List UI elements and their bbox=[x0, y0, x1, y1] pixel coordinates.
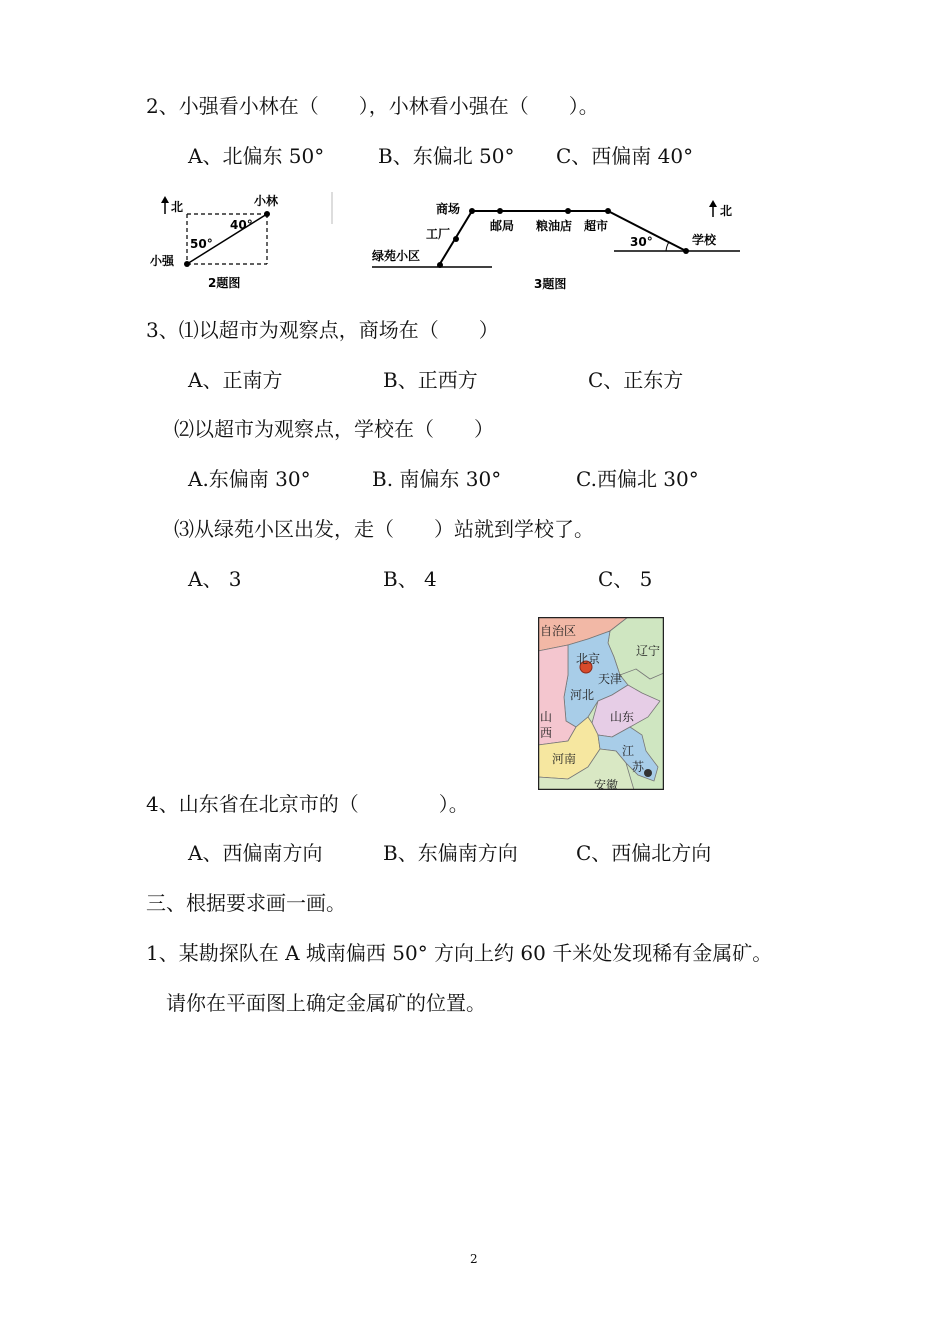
q4-option-c: C、西偏北方向 bbox=[576, 841, 712, 865]
map-label-beijing: 北京 bbox=[576, 652, 601, 666]
map-label-xi: 西 bbox=[540, 726, 553, 740]
q3-2-option-b: B. 南偏东 30° bbox=[372, 467, 502, 491]
q2-option-a: A、北偏东 50° bbox=[188, 144, 325, 168]
point-xiaolin: 小林 bbox=[254, 194, 279, 208]
q3-stem: 3、⑴以超市为观察点，商场在（ ） bbox=[146, 318, 499, 342]
point-xiaoqiang: 小强 bbox=[150, 254, 175, 268]
map-label-hebei: 河北 bbox=[570, 688, 595, 702]
angle-30: 30° bbox=[630, 235, 653, 249]
q3-3-option-c: C、 5 bbox=[598, 567, 653, 591]
north-label: 北 bbox=[171, 200, 184, 214]
q3-1-option-c: C、正东方 bbox=[588, 368, 684, 392]
q3-1-option-b: B、正西方 bbox=[383, 368, 478, 392]
north-label-3: 北 bbox=[720, 204, 733, 218]
q2-option-b: B、东偏北 50° bbox=[378, 144, 515, 168]
figure-2-caption: 2题图 bbox=[208, 276, 241, 290]
q3-3-option-a: A、 3 bbox=[188, 567, 242, 591]
figure-3 bbox=[370, 195, 750, 295]
map-label-zizhiqu: 自治区 bbox=[540, 624, 577, 638]
map-label-su: 苏 bbox=[632, 760, 645, 774]
map-label-shandong: 山东 bbox=[610, 710, 635, 724]
map-label-anhui: 安徽 bbox=[594, 778, 619, 790]
angle-40: 40° bbox=[230, 218, 253, 232]
q4-option-b: B、东偏南方向 bbox=[383, 841, 518, 865]
station-post-office: 邮局 bbox=[490, 219, 515, 233]
map-label-liaoning: 辽宁 bbox=[636, 644, 661, 658]
page-number: 2 bbox=[470, 1252, 478, 1266]
q2-stem: 2、小强看小林在（ ），小林看小强在（ ）。 bbox=[146, 94, 599, 118]
station-lvyuan: 绿苑小区 bbox=[372, 249, 421, 263]
map-label-jiang: 江 bbox=[622, 744, 635, 758]
q4-option-a: A、西偏南方向 bbox=[188, 841, 323, 865]
figure-2 bbox=[150, 188, 340, 292]
station-school: 学校 bbox=[692, 233, 717, 247]
q4-stem: 4、山东省在北京市的（ ）。 bbox=[146, 792, 469, 816]
map-label-tianjin: 天津 bbox=[598, 672, 623, 686]
station-factory: 工厂 bbox=[426, 227, 451, 241]
station-mall: 商场 bbox=[436, 202, 461, 216]
q3-2-option-c: C.西偏北 30° bbox=[576, 467, 699, 491]
q3-sub2: ⑵以超市为观察点，学校在（ ） bbox=[174, 417, 494, 441]
q3-3-option-b: B、 4 bbox=[383, 567, 437, 591]
section-3-q1-line1: 1、某勘探队在 A 城南偏西 50° 方向上约 60 千米处发现稀有金属矿。 bbox=[146, 941, 773, 965]
angle-50: 50° bbox=[190, 237, 213, 251]
map-label-henan: 河南 bbox=[552, 752, 577, 766]
q2-option-c: C、西偏南 40° bbox=[556, 144, 694, 168]
figure-3-caption: 3题图 bbox=[534, 277, 567, 291]
map-label-shan: 山 bbox=[540, 710, 553, 724]
station-supermarket: 超市 bbox=[584, 219, 609, 233]
province-map bbox=[538, 617, 664, 790]
q3-2-option-a: A.东偏南 30° bbox=[188, 467, 311, 491]
q3-sub3: ⑶从绿苑小区出发，走（ ）站就到学校了。 bbox=[174, 517, 594, 541]
section-3-q1-line2: 请你在平面图上确定金属矿的位置。 bbox=[166, 991, 486, 1015]
section-3-title: 三、根据要求画一画。 bbox=[146, 891, 346, 915]
station-grain-store: 粮油店 bbox=[536, 219, 573, 233]
q3-1-option-a: A、正南方 bbox=[188, 368, 283, 392]
